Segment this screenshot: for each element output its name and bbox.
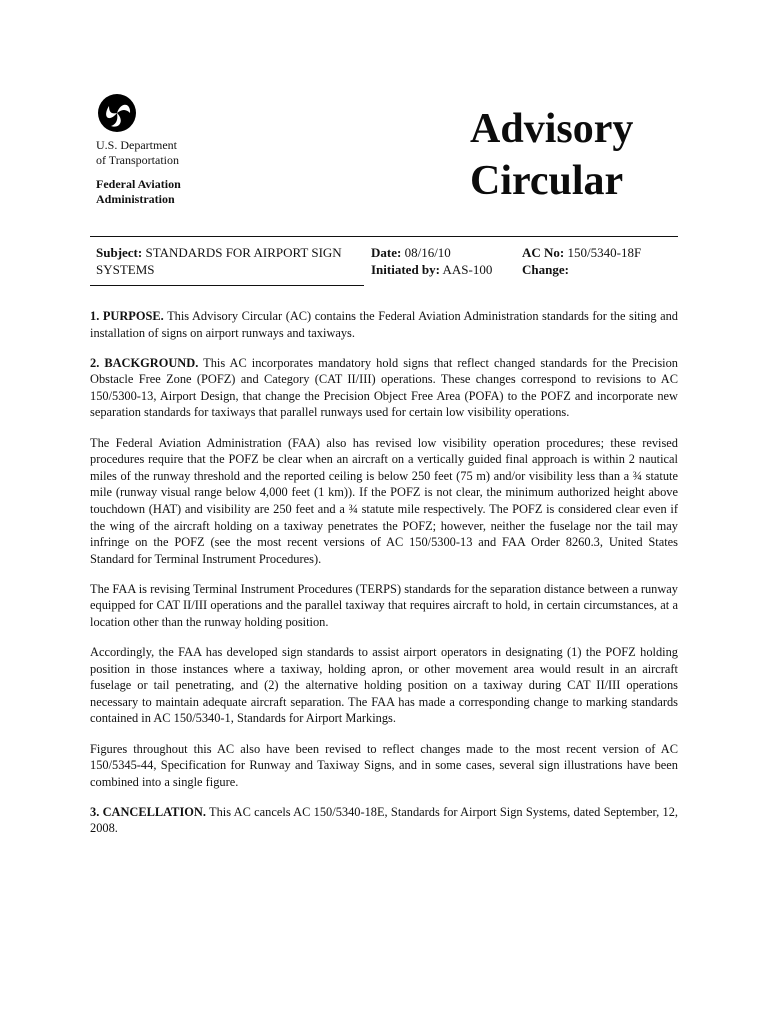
header-divider bbox=[90, 236, 678, 237]
date-field bbox=[371, 244, 492, 278]
subject-value: STANDARDS FOR AIRPORT SIGN SYSTEMS bbox=[96, 245, 342, 277]
document-title bbox=[470, 103, 633, 207]
background-text: This AC incorporates mandatory hold signs that reflect changed standards for the Precision Obstacle Free Zone (POFZ) and Category (CAT II/III) operations. These changes correspond to revisions to AC 150/5300-13, Airport Design, that change the Precision Object Free Area (POFA) to the POFZ and incorporate new separation standards for taxiways that parallel runways used for certain low visibility operations. bbox=[90, 355, 679, 420]
dept-line-2: of Transportation bbox=[96, 153, 180, 167]
title-line-1: Advisory bbox=[470, 106, 634, 152]
purpose-text: This Advisory Circular (AC) contains the Federal Aviation Administration standards for the siting and installation of signs on airport runways and taxiways. bbox=[90, 309, 678, 340]
acno-value: 150/5340-18F bbox=[567, 245, 642, 260]
initiated-label: Initiated by: bbox=[371, 262, 440, 277]
background-heading: 2. BACKGROUND. bbox=[90, 355, 199, 370]
background-paragraph bbox=[90, 355, 678, 421]
document-body bbox=[90, 308, 678, 851]
organization-block bbox=[96, 138, 181, 207]
cancellation-heading: 3. CANCELLATION. bbox=[90, 804, 206, 819]
figures-paragraph: Figures throughout this AC also have been revised to reflect changes made to the most recent version of AC 150/5345-44, Specification for Runway and Taxiway Signs, and in some cases, several sign illustrations have been combined into a single figure. bbox=[90, 741, 678, 789]
agency-line-2: Administration bbox=[96, 192, 175, 206]
purpose-paragraph bbox=[90, 308, 678, 341]
terps-paragraph: The FAA is revising Terminal Instrument Procedures (TERPS) standards for the separation distance between a runway equipped for CAT II/III operations and the parallel taxiway that requires aircraft to hold, in certain circumstances, at a location other than the runway holding position. bbox=[90, 581, 678, 629]
change-label: Change: bbox=[522, 262, 569, 277]
dept-line-1: U.S. Department bbox=[96, 138, 177, 152]
agency-line-1: Federal Aviation bbox=[96, 177, 181, 191]
purpose-heading: 1. PURPOSE. bbox=[90, 309, 164, 323]
title-line-2: Circular bbox=[470, 158, 624, 204]
cancellation-paragraph bbox=[90, 804, 678, 837]
initiated-value: AAS-100 bbox=[442, 262, 493, 277]
date-value: 08/16/10 bbox=[404, 245, 451, 260]
faa-revised-paragraph: The Federal Aviation Administration (FAA) also has revised low visibility operation procedures; these revised procedures require that the POFZ be clear when an aircraft on a vertically guided final approach is within 2 nautical miles of the runway threshold and the reported ceiling is below 250 feet (75 m) and/or visibility less than a ¾ statute mile (runway visual range below 4,000 feet (1 km)). If the POFZ is not clear, the minimum authorized height above touchdown (HAT) and visibility are 250 feet and a ¾ statute mile respectively. The POFZ is considered clear even if the wing of the aircraft holding on a taxiway penetrates the POFZ; however, neither the fuselage nor the tail may infringe on the POFZ (see the most recent versions of AC 150/5300-13 and FAA Order 8260.3, United States Standard for Terminal Instrument Procedures). bbox=[90, 435, 678, 566]
subject-underline bbox=[90, 285, 364, 286]
subject-field bbox=[96, 244, 346, 278]
date-label: Date: bbox=[371, 245, 402, 260]
subject-label: Subject: bbox=[96, 245, 143, 260]
cancellation-text: This AC cancels AC 150/5340-18E, Standards for Airport Sign Systems, dated September, 12, 2008. bbox=[90, 804, 679, 836]
dot-triskelion-logo-icon bbox=[97, 93, 137, 133]
accordingly-paragraph: Accordingly, the FAA has developed sign standards to assist airport operators in designating (1) the POFZ holding position in those instances where a taxiway, holding apron, or other movement area would result in an aircraft fuselage or tail penetrating, and (2) the alternative holding position on a taxiway during CAT II/III operations necessary to maintain adequate aircraft separation. The FAA has made a corresponding change to marking standards contained in AC 150/5340-1, Standards for Airport Markings. bbox=[90, 645, 678, 726]
acno-label: AC No: bbox=[522, 245, 565, 260]
ac-number-field bbox=[522, 244, 641, 278]
